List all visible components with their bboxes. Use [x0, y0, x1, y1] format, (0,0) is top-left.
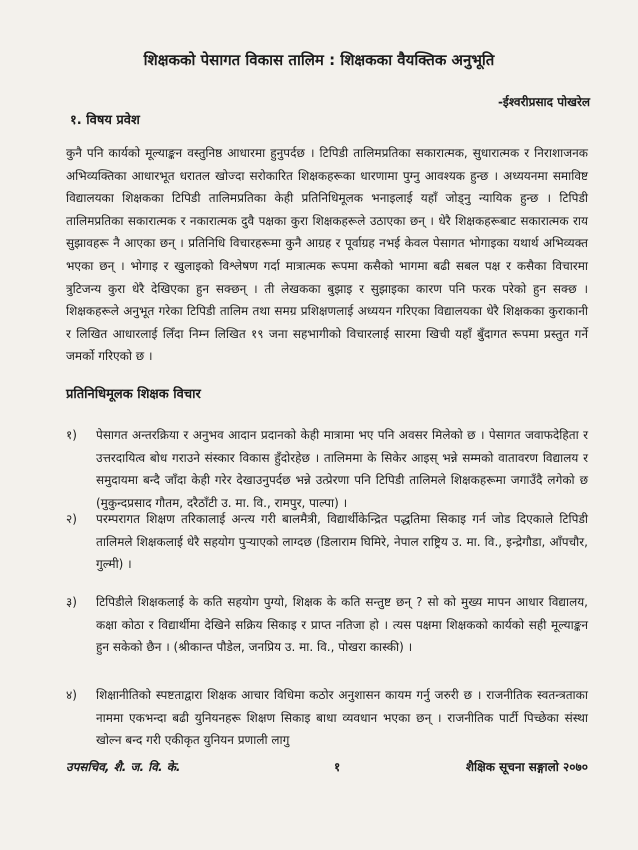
list-item-text: पेसागत अन्तरक्रिया र अनुभव आदान प्रदानको केही मात्रामा भए पनि अवसर मिलेको छ । पेसागत जवाफदेहिता र उत्तरदायित्व बोध गराउने संस्कार विकास हुँदोरहेछ । तालिममा के सिकेर आइस् भन्ने सम्मको वातावरण विद्यालय र समुदायमा बन्दै जाँदा केही गरेर देखाउनुपर्दछ भन्ने उत्प्रेरणा पनि टिपिडी तालिमले शिक्षकहरूमा जगाउँदै लगेको छ (मुकुन्दप्रसाद गौतम, दरैठाँटी उ. मा. वि., रामपुर, पाल्पा) । [96, 428, 588, 510]
author-name: -ईश्वरीप्रसाद पोखरेल [497, 95, 590, 109]
page-number: १ [334, 760, 341, 774]
list-item-number: २) [66, 512, 77, 526]
list-item [66, 424, 588, 514]
list-item-text: शिक्षानीतिको स्पष्टताद्वारा शिक्षक आचार विधिमा कठोर अनुशासन कायम गर्नु जरुरी छ । राजनीतिक स्वतन्त्रताका नाममा एकभन्दा बढी युनियनहरू शिक्षण सिकाइ बाधा व्यवधान भएका छन् । राजनीतिक पार्टी पिच्छेका संस्था खोल्न बन्द गरी एकीकृत युनियन प्रणाली लागु [96, 688, 588, 748]
list-item-number: ३) [66, 595, 77, 609]
section-heading-representative-views: प्रतिनिधिमूलक शिक्षक विचार [66, 387, 201, 402]
introduction-paragraph: कुनै पनि कार्यको मूल्याङ्कन वस्तुनिष्ठ आधारमा हुनुपर्दछ । टिपिडी तालिमप्रतिका सकारात्मक, सुधारात्मक र निराशाजनक अभिव्यक्तिका आधारभूत धरातल खोज्दा सरोकारित शिक्षकहरूका धारणामा पुग्नु आवश्यक हुन्छ । अध्ययनमा समाविष्ट विद्यालयका शिक्षकका टिपिडी तालिमप्रतिका केही प्रतिनिधिमूलक भनाइलाई यहाँ जोड्नु न्यायिक हुन्छ । टिपिडी तालिमप्रतिका सकारात्मक र नकारात्मक दुवै पक्षका कुरा शिक्षकहरूले उठाएका छन् । धेरै शिक्षकहरूबाट सकारात्मक राय सुझावहरू नै आएका छन् । प्रतिनिधि विचारहरूमा कुनै आग्रह र पूर्वाग्रह नभई केवल पेसागत भोगाइका यथार्थ अभिव्यक्त भएका छन् । भोगाइ र खुलाइको विश्लेषण गर्दा मात्रात्मक रूपमा कसैको भागमा बढी सबल पक्ष र कसैका विचारमा त्रुटिजन्य कुरा धेरै देखिएका हुन सक्छन् । ती लेखकका बुझाइ र सुझाइका कारण पनि फरक परेको हुन सक्छ । शिक्षकहरूले अनुभूत गरेका टिपिडी तालिम तथा समग्र प्रशिक्षणलाई अध्ययन गरिएका विद्यालयका धेरै शिक्षकका कुराकानी र लिखित आधारलाई लिँदा निम्न लिखित १९ जना सहभागीको विचारलाई सारमा खिची यहाँ बुँदागत रूपमा प्रस्तुत गर्ने जमर्को गरिएको छ । [66, 146, 588, 364]
list-item [66, 508, 588, 576]
views-list [66, 684, 588, 752]
list-item [66, 684, 588, 752]
footer-author-title: उपसचिव, शै. ज. वि. के. [66, 760, 181, 774]
list-item [66, 591, 588, 659]
views-list [66, 424, 588, 514]
list-item-number: १) [66, 428, 77, 442]
publication-name: शैक्षिक सूचना सङ्गालो २०७० [465, 760, 588, 774]
section-heading-introduction: १. विषय प्रवेश [70, 113, 140, 128]
views-list [66, 508, 588, 576]
list-item-number: ४) [66, 688, 77, 702]
list-item-text: परम्परागत शिक्षण तरिकालाई अन्त्य गरी बालमैत्री, विद्यार्थीकेन्द्रित पद्धतिमा सिकाइ गर्न जोड दिएकाले टिपिडी तालिमले शिक्षकलाई धेरै सहयोग पुऱ्याएको लाग्दछ (डिलाराम घिमिरे, नेपाल राष्ट्रिय उ. मा. वि., इन्द्रेगौडा, आँपचौर, गुल्मी) । [96, 512, 588, 572]
views-list [66, 591, 588, 659]
list-item-text: टिपिडीले शिक्षकलाई के कति सहयोग पुग्यो, शिक्षक के कति सन्तुष्ट छन् ? सो को मुख्य मापन आधार विद्यालय, कक्षा कोठा र विद्यार्थीमा देखिने सक्रिय सिकाइ र प्राप्त नतिजा हो । त्यस पक्षमा शिक्षकको कार्यको सही मूल्याङ्कन हुन सकेको छैन । (श्रीकान्त पौडेल, जनप्रिय उ. मा. वि., पोखरा कास्की) । [96, 595, 588, 655]
page-footer [66, 758, 588, 778]
article-title: शिक्षकको पेसागत विकास तालिम : शिक्षकका वैयक्तिक अनुभूति [143, 51, 495, 69]
